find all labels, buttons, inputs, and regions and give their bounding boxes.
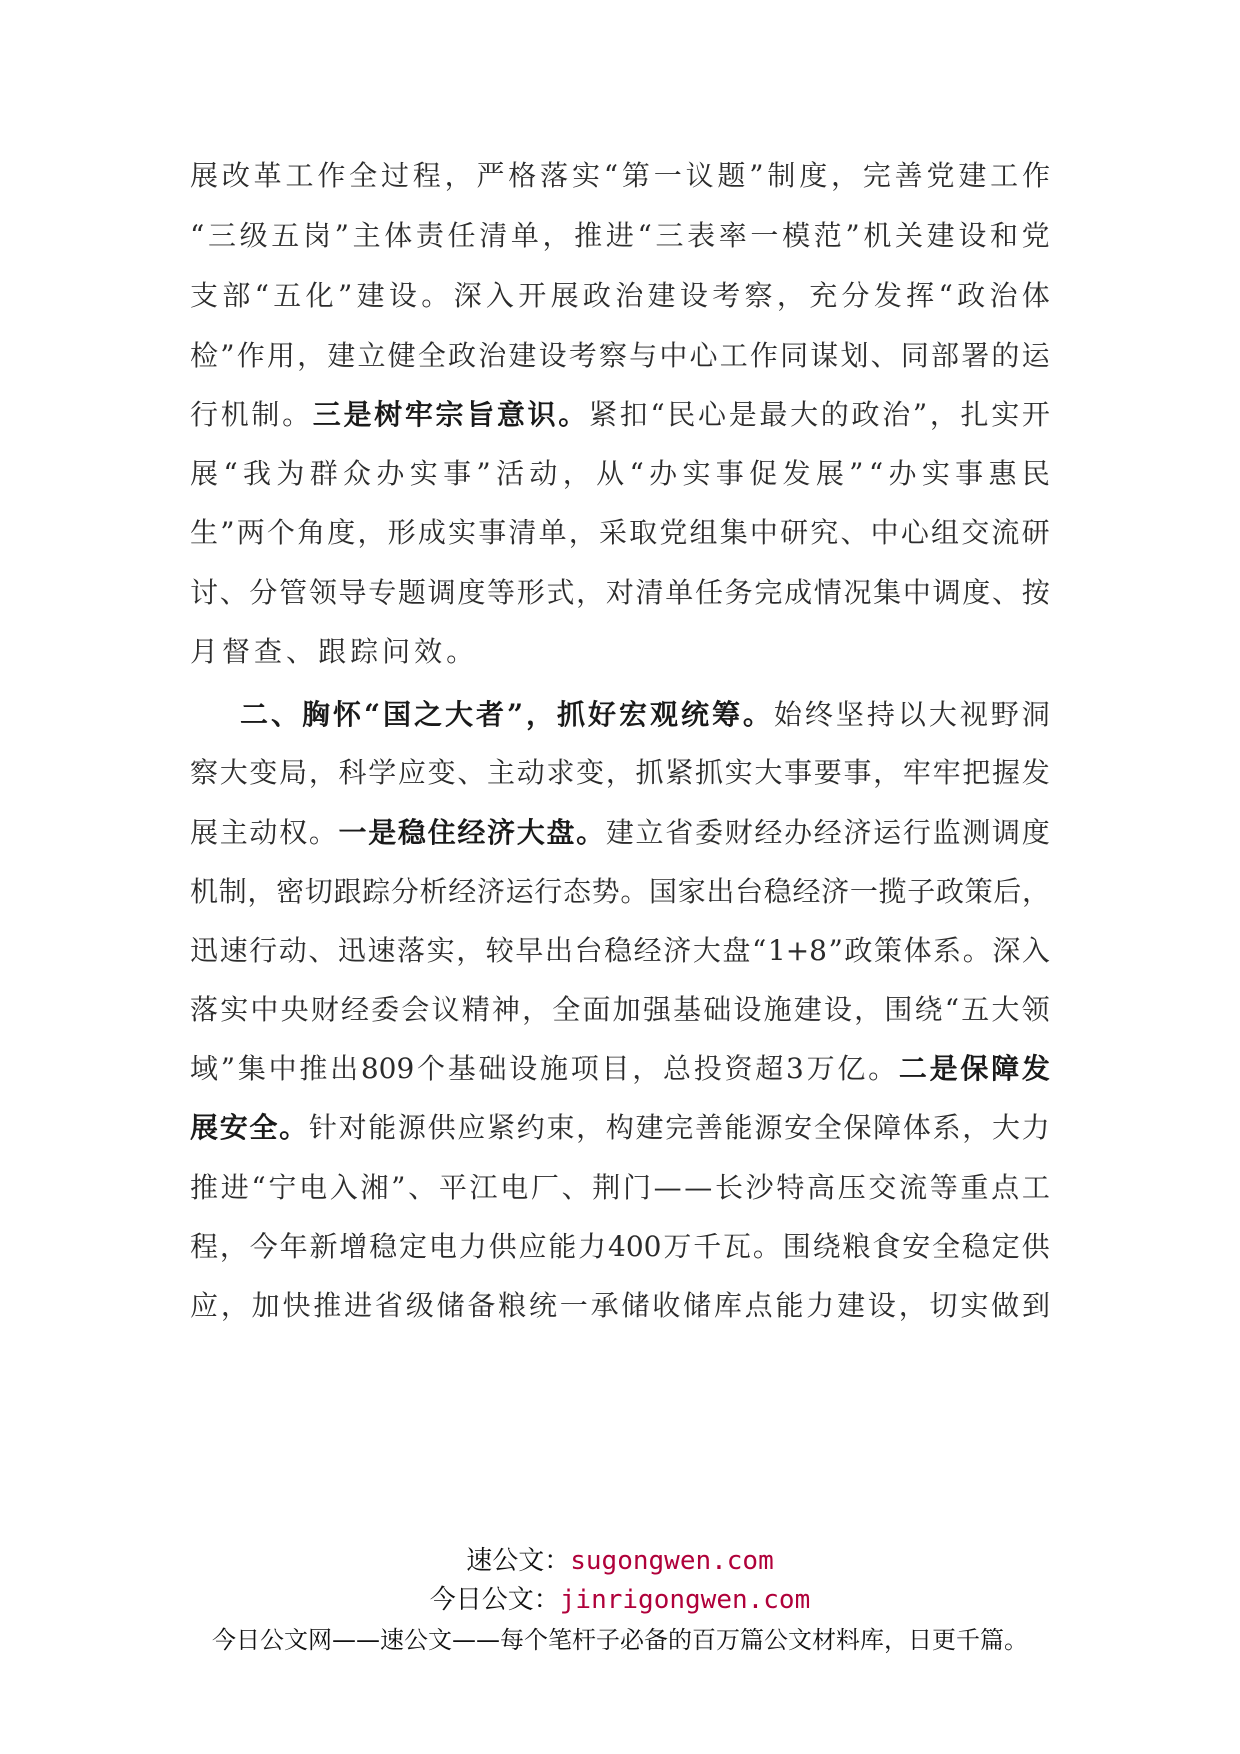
- footer-sugongwen: [0, 1540, 1240, 1577]
- body-line: 支 部 “ 五 化 ” 建 设 。 深 入 开 展 政 治 建 设 考 察 ， 充 分 发 挥 “ 政 治 体: [190, 279, 1050, 312]
- body-line: 月 督 查 、 跟 踪 问 效 。: [190, 635, 479, 668]
- body-line: 展 安 全 。 针 对 能 源 供 应 紧 约 束 ， 构 建 完 善 能 源 安 全 保 障 体 系 ， 大 力: [190, 1111, 1050, 1144]
- footer-slogan: 今日公文网——速公文——每个笔杆子必备的百万篇公文材料库，日更千篇。: [212, 1626, 1028, 1654]
- body-line: 讨 、 分 管 领 导 专 题 调 度 等 形 式 ， 对 清 单 任 务 完 成 情 况 集 中 调 度 、 按: [190, 576, 1050, 609]
- body-line: 二 、 胸 怀 “ 国 之 大 者 ” ， 抓 好 宏 观 统 筹 。 始 终 坚 持 以 大 视 野 洞: [240, 698, 1050, 731]
- footer-label-2: 今日公文：: [429, 1585, 560, 1615]
- footer-jinrigongwen: [0, 1579, 1240, 1616]
- footer-label-1: 速公文：: [466, 1546, 571, 1576]
- body-line: 展 “ 我 为 群 众 办 实 事 ” 活 动 ， 从 “ 办 实 事 促 发 展 ” “ 办 实 事 惠 民: [190, 457, 1050, 490]
- body-line: 检 ” 作 用 ， 建 立 健 全 政 治 建 设 考 察 与 中 心 工 作 同 谋 划 、 同 部 署 的 运: [190, 339, 1050, 372]
- body-line: 迅 速 行 动 、 迅 速 落 实 ， 较 早 出 台 稳 经 济 大 盘 “ 1+8 ” 政 策 体 系 。 深 入: [190, 934, 1050, 967]
- body-line: 程 ， 今 年 新 增 稳 定 电 力 供 应 能 力 400 万 千 瓦 。 围 绕 粮 食 安 全 稳 定 供: [190, 1230, 1050, 1263]
- body-line: 推 进 “ 宁 电 入 湘 ” 、 平 江 电 厂 、 荆 门 — — 长 沙 特 高 压 交 流 等 重 点 工: [190, 1171, 1050, 1204]
- body-line: 应 ， 加 快 推 进 省 级 储 备 粮 统 一 承 储 收 储 库 点 能 力 建 设 ， 切 实 做 到: [190, 1289, 1050, 1322]
- sugongwen-link[interactable]: sugongwen.com: [570, 1546, 774, 1576]
- body-line: 域 ” 集 中 推 出 809 个 基 础 设 施 项 目 ， 总 投 资 超 3 万 亿 。 二 是 保 障 发: [190, 1052, 1050, 1085]
- body-line: 落 实 中 央 财 经 委 会 议 精 神 ， 全 面 加 强 基 础 设 施 建 设 ， 围 绕 “ 五 大 领: [190, 993, 1050, 1026]
- body-line: 展 主 动 权 。 一 是 稳 住 经 济 大 盘 。 建 立 省 委 财 经 办 经 济 运 行 监 测 调 度: [190, 816, 1050, 849]
- body-line: 行 机 制 。 三 是 树 牢 宗 旨 意 识 。 紧 扣 “ 民 心 是 最 大 的 政 治 ” ， 扎 实 开: [190, 398, 1050, 431]
- body-line: 展 改 革 工 作 全 过 程 ， 严 格 落 实 “ 第 一 议 题 ” 制 度 ， 完 善 党 建 工 作: [190, 159, 1050, 192]
- body-line: 察 大 变 局 ， 科 学 应 变 、 主 动 求 变 ， 抓 紧 抓 实 大 事 要 事 ， 牢 牢 把 握 发: [190, 756, 1050, 789]
- body-line: “ 三 级 五 岗 ” 主 体 责 任 清 单 ， 推 进 “ 三 表 率 一 模 范 ” 机 关 建 设 和 党: [190, 219, 1050, 252]
- body-line: 生 ” 两 个 角 度 ， 形 成 实 事 清 单 ， 采 取 党 组 集 中 研 究 、 中 心 组 交 流 研: [190, 516, 1050, 549]
- body-line: 机 制 ， 密 切 跟 踪 分 析 经 济 运 行 态 势 。 国 家 出 台 稳 经 济 一 揽 子 政 策 后 ，: [190, 875, 1050, 908]
- jinrigongwen-link[interactable]: jinrigongwen.com: [559, 1585, 811, 1615]
